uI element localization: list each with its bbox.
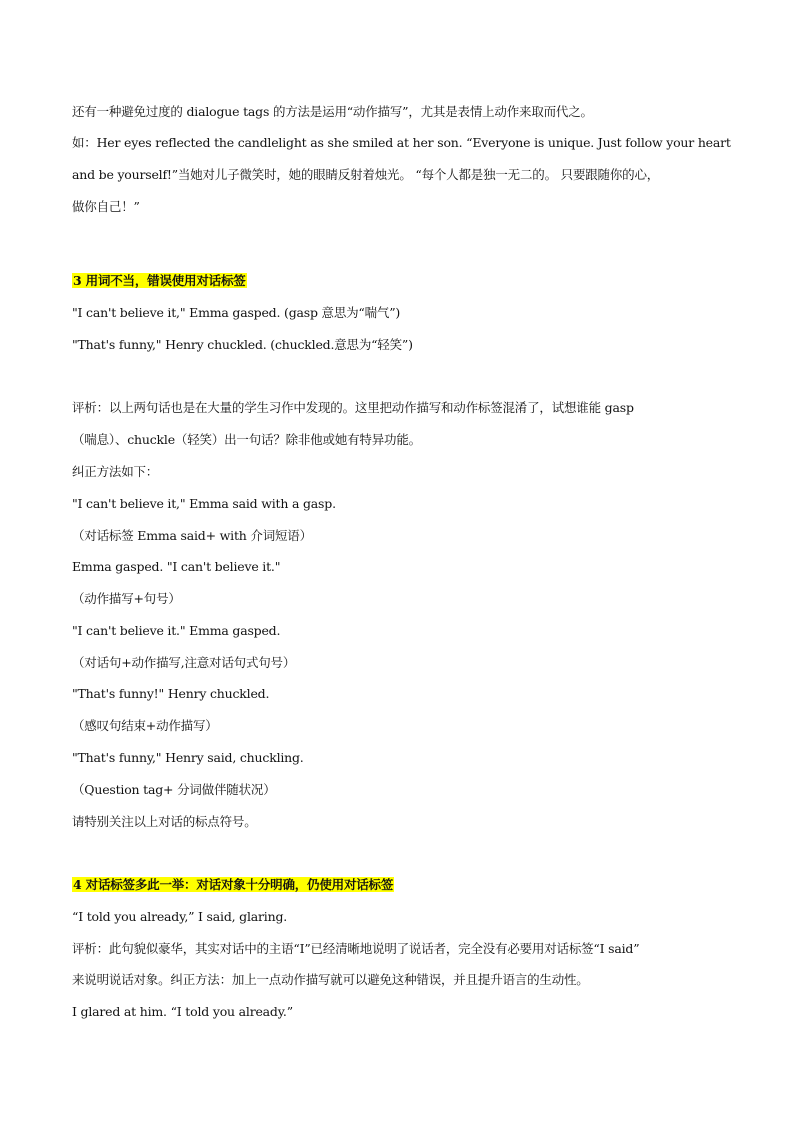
intro-line-4: 做你自己！” — [72, 199, 140, 214]
section-3-heading — [72, 271, 247, 291]
section-4-analysis-line-2: 来说明说话对象。纠正方法：加上一点动作描写就可以避免这种错误，并且提升语言的生动性。 — [72, 972, 589, 987]
section-4-example: “I told you already,” I said, glaring. — [72, 909, 288, 924]
section-3-analysis-line-1: 评析：以上两句话也是在大量的学生习作中发现的。这里把动作描写和动作标签混淆了，试想谁能 gasp — [72, 400, 634, 415]
correction-3: "I can't believe it." Emma gasped. — [72, 623, 281, 638]
correction-4: "That's funny!" Henry chuckled. — [72, 686, 270, 701]
intro-line-2: 如：Her eyes reflected the candlelight as she smiled at her son. “Everyone is unique. Just follow your heart — [72, 135, 731, 150]
correction-1: "I can't believe it," Emma said with a gasp. — [72, 496, 336, 511]
section-4-analysis-line-1: 评析：此句貌似豪华，其实对话中的主语“I”已经清晰地说明了说话者，完全没有必要用对话标签“I said” — [72, 941, 640, 956]
correction-4-note: （感叹句结束+动作描写） — [72, 718, 218, 733]
intro-line-1: 还有一种避免过度的 dialogue tags 的方法是运用“动作描写”，尤其是表情上动作来取而代之。 — [72, 104, 593, 119]
punctuation-reminder: 请特别关注以上对话的标点符号。 — [72, 814, 257, 829]
correction-2-note: （动作描写+句号） — [72, 591, 181, 606]
section-4-heading-text: 4 对话标签多此一举：对话对象十分明确，仍使用对话标签 — [73, 877, 394, 892]
section-4-fix: I glared at him. “I told you already.” — [72, 1004, 293, 1019]
correction-5-note: （Question tag+ 分词做伴随状况） — [72, 782, 276, 797]
section-3-heading-text: 3 用词不当，错误使用对话标签 — [73, 273, 246, 288]
section-3-example-1: "I can't believe it," Emma gasped. (gasp 意思为“喘气”) — [72, 305, 401, 320]
section-4-heading — [72, 875, 394, 895]
intro-line-3: and be yourself!”当她对儿子微笑时，她的眼睛反射着烛光。 “每个人都是独一无二的。 只要跟随你的心， — [72, 167, 660, 182]
correction-1-note: （对话标签 Emma said+ with 介词短语） — [72, 528, 312, 543]
section-3-example-2: "That's funny," Henry chuckled. (chuckled.意思为“轻笑”) — [72, 337, 413, 352]
correction-2: Emma gasped. "I can't believe it." — [72, 559, 281, 574]
correction-5: "That's funny," Henry said, chuckling. — [72, 750, 304, 765]
correction-title: 纠正方法如下： — [72, 464, 159, 479]
section-3-analysis-line-2: （喘息）、chuckle（轻笑）出一句话？除非他或她有特异功能。 — [72, 432, 421, 447]
correction-3-note: （对话句+动作描写,注意对话句式句号） — [72, 655, 296, 670]
